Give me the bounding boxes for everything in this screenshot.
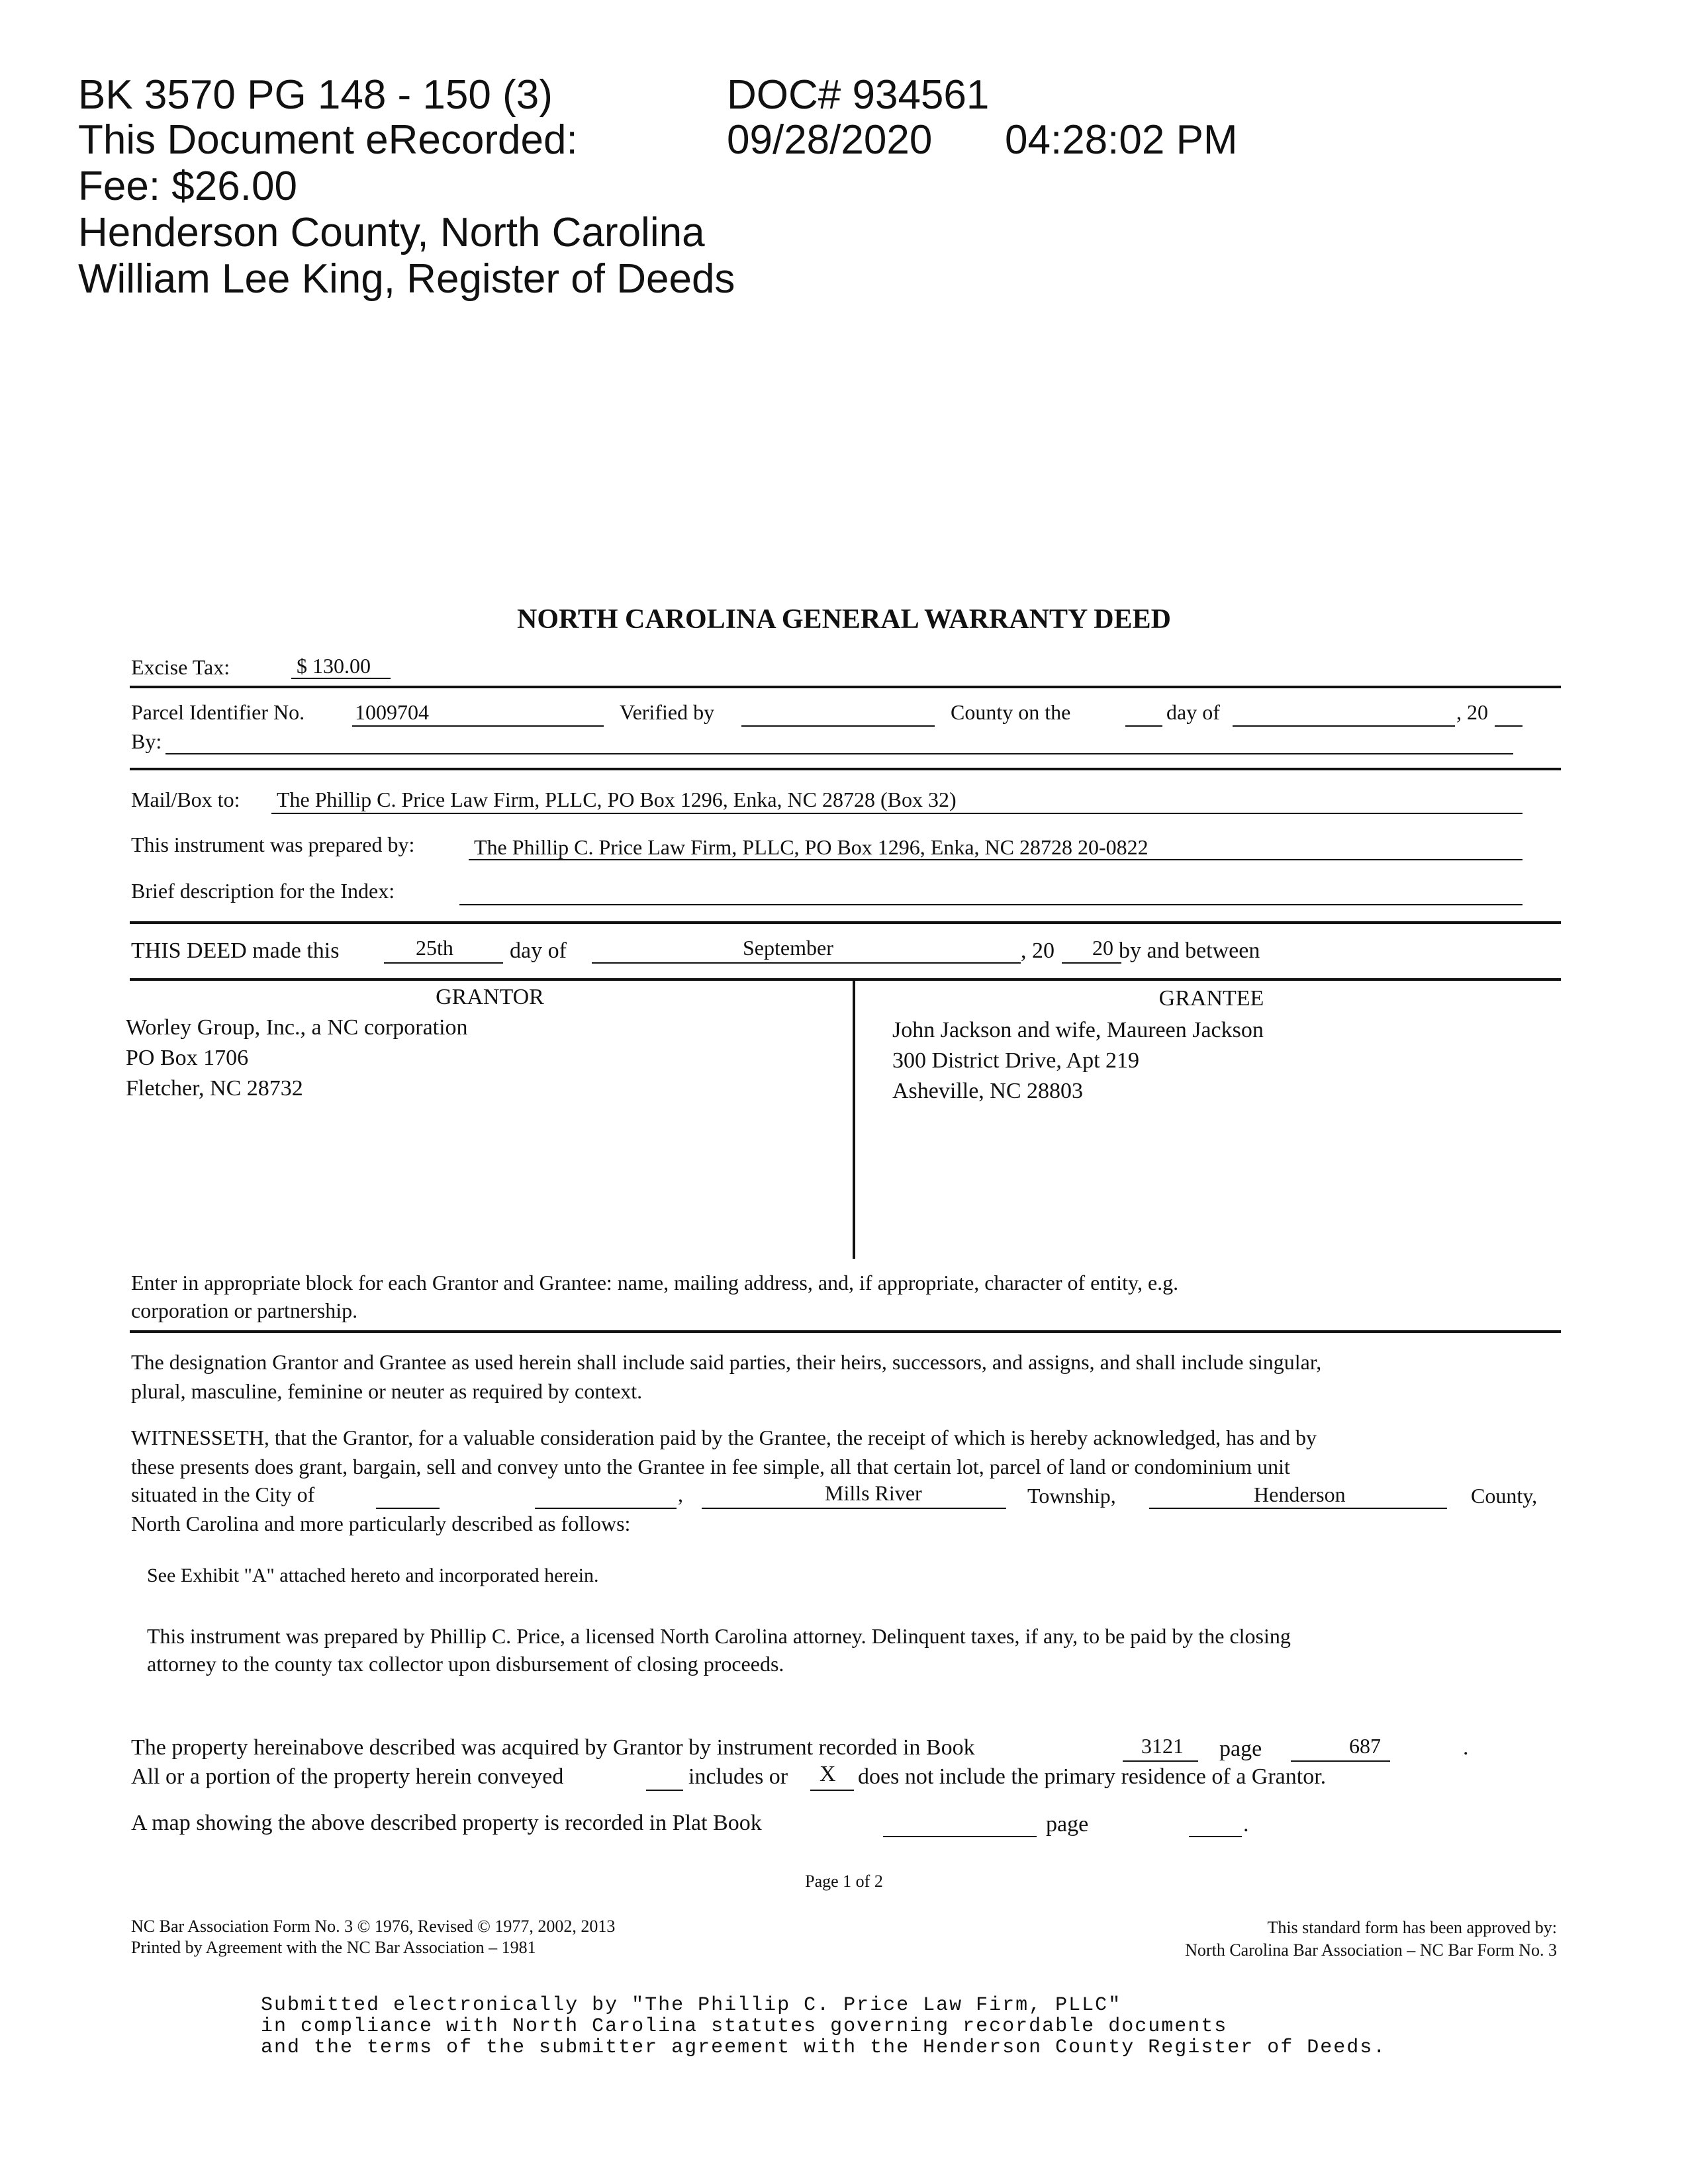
grantee-line-2: 300 District Drive, Apt 219 [892,1048,1140,1073]
verified-by-label: Verified by [620,700,715,724]
made-tail: by and between [1119,938,1260,963]
form-right-1: This standard form has been approved by: [1267,1918,1557,1937]
city-comma: , [678,1482,683,1506]
acquired-page: 687 [1349,1734,1381,1758]
county-label: County, [1471,1484,1538,1508]
portion-1: All or a portion of the property herein conveyed [131,1764,564,1789]
witness-2: these presents does grant, bargain, sell and convey unto the Grantee in fee simple, all that certain lot, parcel of land or condominium unit [131,1455,1290,1479]
map-period: . [1243,1812,1249,1837]
made-day: 25th [416,936,453,960]
parcel-underline [352,725,604,727]
designation-2: plural, masculine, feminine or neuter as required by context. [131,1379,643,1403]
submission-line-1: Submitted electronically by "The Phillip C. Price Law Firm, PLLC" [261,1994,1122,2017]
grantee-line-1: John Jackson and wife, Maureen Jackson [892,1018,1264,1042]
map-page-underline [1189,1836,1242,1837]
brief-underline [459,904,1523,905]
parcel-label: Parcel Identifier No. [131,700,305,724]
grantor-line-1: Worley Group, Inc., a NC corporation [126,1015,468,1040]
acquired-period: . [1463,1735,1469,1760]
grantor-grantee-divider [853,981,855,1259]
made-year-prefix: , 20 [1021,938,1055,963]
grantee-heading: GRANTEE [1158,986,1264,1011]
portion-x-underline [810,1790,854,1791]
made-dayof: day of [510,938,567,963]
day-of-label: day of [1166,700,1220,724]
city-underline-b [535,1508,677,1509]
made-year: 20 [1092,936,1113,960]
enter-note-2: corporation or partnership. [131,1298,358,1322]
rule-4 [130,978,1561,981]
stamp-book-page: BK 3570 PG 148 - 150 (3) [78,72,553,118]
parcel-value: 1009704 [355,700,429,724]
county-on-label: County on the [951,700,1071,724]
attorney-2: attorney to the county tax collector upon disbursement of closing proceeds. [147,1652,784,1676]
month-underline [1233,725,1455,727]
grantee-line-3: Asheville, NC 28803 [892,1079,1084,1103]
acquired-book: 3121 [1141,1734,1184,1758]
map-page-label: page [1046,1812,1089,1837]
county-day-underline [1125,725,1162,727]
witness-1: WITNESSETH, that the Grantor, for a valuable consideration paid by the Grantee, the receipt of which is hereby acknowledged, has and by [131,1426,1317,1449]
grantor-line-3: Fletcher, NC 28732 [126,1076,303,1101]
rule-5 [130,1330,1561,1333]
made-day-underline [384,962,503,964]
rule-2 [130,768,1561,770]
portion-mark: X [820,1762,836,1786]
stamp-erecorded-date: 09/28/2020 [727,117,933,163]
county-value: Henderson [1254,1482,1346,1506]
township-underline [702,1508,1006,1509]
city-underline-a [376,1508,440,1509]
portion-includes-underline [646,1790,683,1791]
deed-title: NORTH CAROLINA GENERAL WARRANTY DEED [516,604,1171,635]
stamp-county: Henderson County, North Carolina [78,210,705,255]
made-month: September [743,936,833,960]
stamp-erecorded-time: 04:28:02 PM [1005,117,1238,163]
mail-underline [271,813,1523,814]
excise-label: Excise Tax: [131,655,230,679]
acquired-page-underline [1291,1760,1390,1762]
stamp-doc-number: DOC# 934561 [727,72,990,118]
grantor-line-2: PO Box 1706 [126,1046,249,1070]
attorney-1: This instrument was prepared by Phillip C. Price, a licensed North Carolina attorney. Delinquent taxes, if any, to be paid by the closing [147,1624,1291,1648]
enter-note-1: Enter in appropriate block for each Grantor and Grantee: name, mailing address, and, if appropriate, character of entity, e.g. [131,1271,1179,1295]
acquired-label: The property hereinabove described was acquired by Grantor by instrument recorded in Book [131,1735,975,1760]
by-underline [165,753,1513,754]
brief-label: Brief description for the Index: [131,879,395,903]
made-year-underline [1062,962,1121,964]
portion-3: does not include the primary residence of a Grantor. [858,1764,1327,1789]
year-underline [1495,725,1523,727]
township-value: Mills River [825,1481,922,1505]
grantor-heading: GRANTOR [436,985,544,1009]
submission-line-3: and the terms of the submitter agreement with the Henderson County Register of Deeds. [261,2036,1387,2059]
mail-value: The Phillip C. Price Law Firm, PLLC, PO Box 1296, Enka, NC 28728 (Box 32) [277,788,957,811]
mail-label: Mail/Box to: [131,788,240,811]
stamp-fee: Fee: $26.00 [78,163,297,209]
form-left-1: NC Bar Association Form No. 3 © 1976, Revised © 1977, 2002, 2013 [131,1917,616,1936]
made-month-underline [592,962,1021,964]
by-label: By: [131,729,162,753]
stamp-erecorded-label: This Document eRecorded: [78,117,578,163]
rule-3 [130,921,1561,924]
portion-2: includes or [688,1764,788,1789]
prepared-underline [469,859,1523,860]
form-right-2: North Carolina Bar Association – NC Bar Form No. 3 [1185,1940,1557,1960]
county-underline [1149,1508,1447,1509]
page-of: Page 1 of 2 [805,1872,883,1891]
made-label: THIS DEED made this [131,938,340,963]
submission-line-2: in compliance with North Carolina statutes governing recordable documents [261,2015,1228,2038]
designation-1: The designation Grantor and Grantee as used herein shall include said parties, their heirs, successors, and assigns, and shall include singular, [131,1350,1322,1374]
rule-top [130,686,1561,688]
situated-label: situated in the City of [131,1482,315,1506]
exhibit-line: See Exhibit "A" attached hereto and incorporated herein. [147,1565,599,1586]
acquired-book-underline [1123,1760,1198,1762]
verified-underline [741,725,935,727]
map-label: A map showing the above described property is recorded in Plat Book [131,1811,762,1835]
excise-underline [291,678,391,679]
map-book-underline [883,1836,1037,1837]
acquired-page-label: page [1219,1737,1262,1761]
prepared-value: The Phillip C. Price Law Firm, PLLC, PO Box 1296, Enka, NC 28728 20-0822 [474,835,1149,859]
form-left-2: Printed by Agreement with the NC Bar Association – 1981 [131,1938,536,1957]
nc-line: North Carolina and more particularly described as follows: [131,1512,631,1535]
township-label: Township, [1027,1484,1116,1508]
excise-value: $ 130.00 [297,654,371,678]
stamp-register: William Lee King, Register of Deeds [78,256,735,302]
year-label: , 20 [1456,700,1488,724]
prepared-label: This instrument was prepared by: [131,833,415,856]
